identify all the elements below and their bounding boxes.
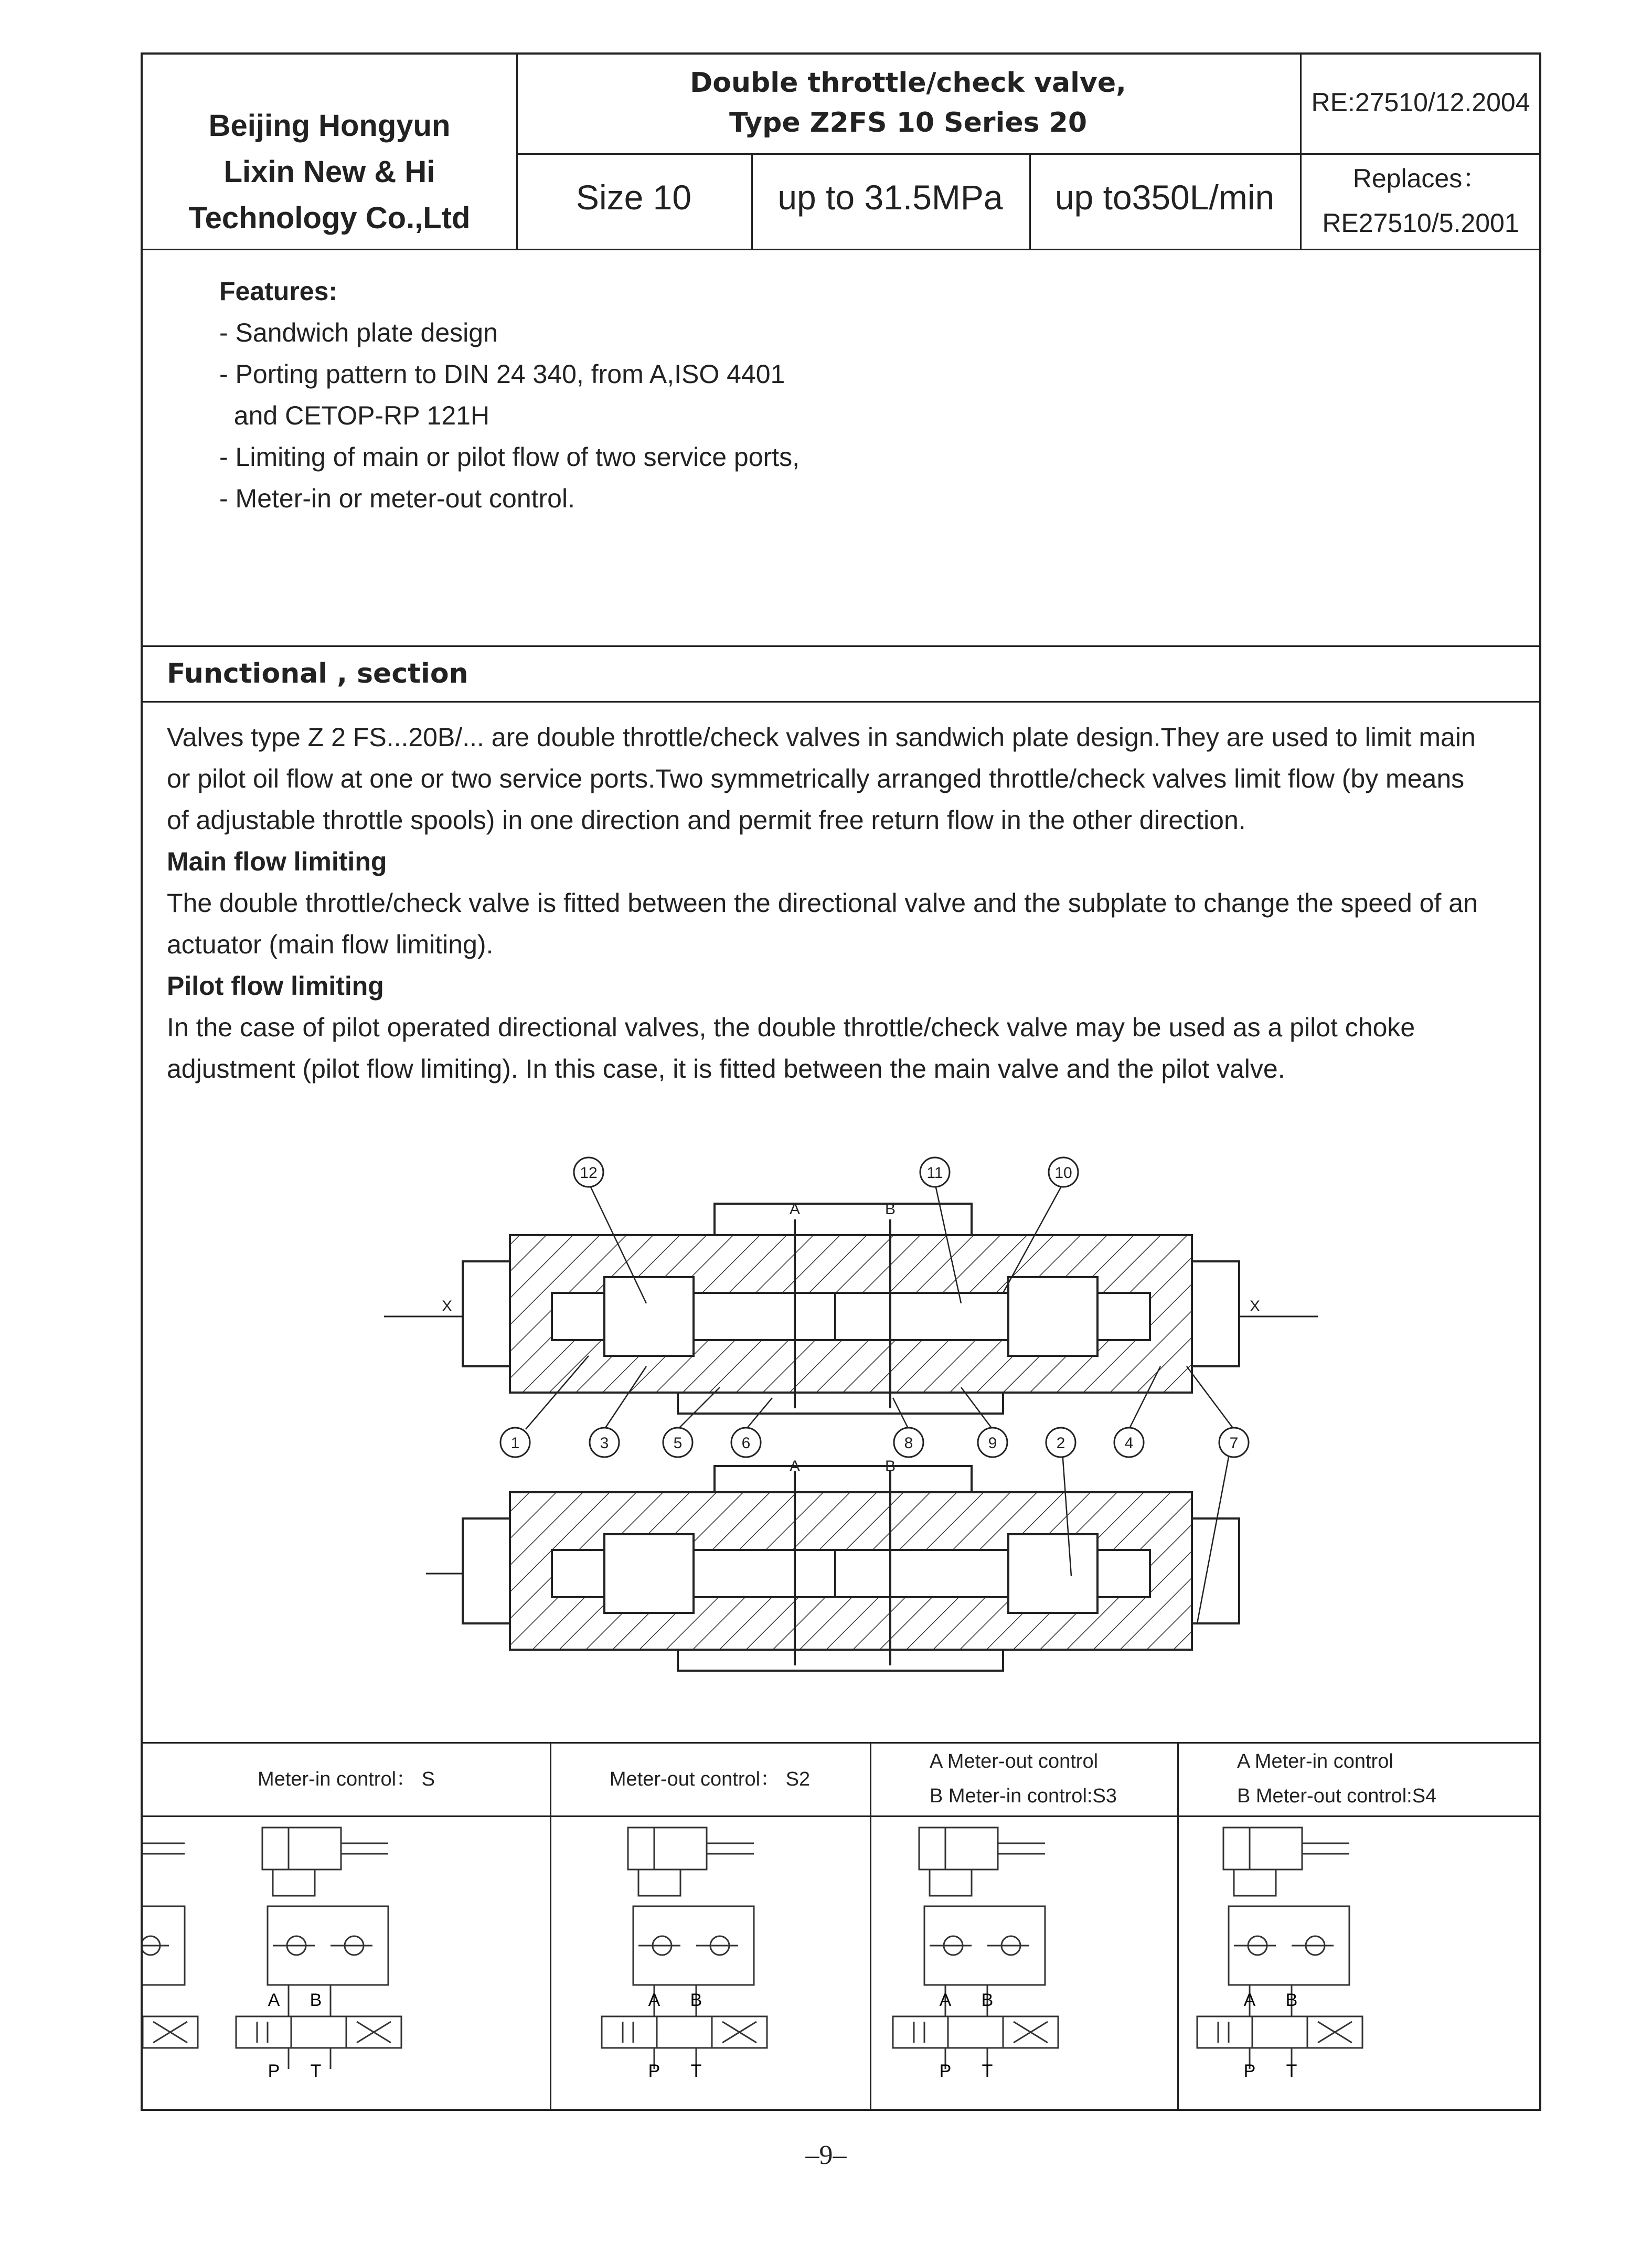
callout-label: 3 — [600, 1435, 609, 1452]
port-p-label: P — [1243, 2061, 1256, 2081]
control-mode-label: Meter-out control： S2 — [609, 1768, 811, 1790]
port-b-label: B — [310, 1990, 322, 2010]
title-line: Type Z2FS 10 Series 20 — [729, 107, 1088, 139]
pilot-flow-heading: Pilot flow limiting — [167, 971, 384, 1001]
symbol-meter-out — [602, 1828, 767, 2081]
callout-label: 11 — [926, 1164, 943, 1182]
callout-label: 2 — [1056, 1435, 1065, 1452]
callout-label: 5 — [673, 1435, 683, 1452]
port-t-label: T — [310, 2061, 322, 2081]
section-divider — [143, 249, 1539, 250]
main-flow-heading: Main flow limiting — [167, 847, 387, 876]
section-drawing — [143, 1104, 1539, 1776]
replaces-value: RE27510/5.2001 — [1322, 208, 1519, 238]
port-p-label: P — [939, 2061, 952, 2081]
header-divider — [1300, 153, 1541, 155]
pressure-spec: up to 31.5MPa — [777, 178, 1003, 217]
port-t-label: T — [982, 2061, 993, 2081]
section-axis-mark: X — [1249, 1298, 1261, 1315]
re-number: RE:27510/12.2004 — [1311, 88, 1530, 117]
company-name — [143, 103, 516, 241]
port-a-label: A — [648, 1990, 660, 2010]
feature-item: - Porting pattern to DIN 24 340, from A,ISO 4401 — [219, 359, 785, 389]
control-mode-label — [1237, 1744, 1436, 1813]
port-a-label: A — [268, 1990, 280, 2010]
port-t-label: T — [690, 2061, 702, 2081]
company-line: Technology Co.,Ltd — [188, 201, 471, 235]
section-divider — [143, 1742, 1539, 1744]
paragraph-line: adjustment (pilot flow limiting). In this case, it is fitted between the main valve and the pilot valve. — [167, 1054, 1285, 1084]
port-a-label: A — [789, 1458, 801, 1475]
port-b-label: B — [690, 1990, 702, 2010]
callout-label: 10 — [1054, 1164, 1072, 1182]
port-a-label: A — [789, 1201, 801, 1218]
port-a-label: A — [1243, 1990, 1256, 2010]
paragraph-line: In the case of pilot operated directional valves, the double throttle/check valve may be used as a pilot choke — [167, 1013, 1415, 1042]
datasheet-frame — [141, 52, 1541, 2111]
features-heading: Features: — [219, 277, 338, 306]
header-divider — [516, 153, 1302, 155]
hydraulic-symbols — [143, 1817, 1539, 2111]
feature-item: - Limiting of main or pilot flow of two service ports, — [219, 442, 800, 472]
port-b-label: B — [1285, 1990, 1298, 2010]
port-p-label: P — [648, 2061, 660, 2081]
replaces-label: Replaces： — [1352, 164, 1489, 193]
port-a-label: A — [939, 1990, 952, 2010]
paragraph-line: actuator (main flow limiting). — [167, 930, 494, 959]
upper-section-view — [384, 1204, 1318, 1414]
port-b-label: B — [884, 1458, 896, 1475]
title-line: Double throttle/check valve, — [690, 67, 1126, 99]
symbol-s3 — [893, 1828, 1058, 2081]
company-line: Beijing Hongyun — [208, 109, 451, 143]
section-divider — [143, 701, 1539, 703]
control-mode-line: A Meter-in control — [1237, 1750, 1393, 1772]
feature-item: - Sandwich plate design — [219, 318, 498, 347]
port-p-label: P — [268, 2061, 280, 2081]
control-mode-line: A Meter-out control — [930, 1750, 1099, 1772]
callout-label: 1 — [510, 1435, 520, 1452]
paragraph-line: The double throttle/check valve is fitted between the directional valve and the subplate to change the speed of an — [167, 888, 1478, 918]
callout-label: 8 — [904, 1435, 913, 1452]
control-mode-line: B Meter-out control:S4 — [1237, 1785, 1437, 1807]
functional-heading: Functional , section — [167, 658, 468, 689]
paragraph-line: of adjustable throttle spools) in one direction and permit free return flow in the other direction. — [167, 805, 1246, 835]
feature-item: and CETOP-RP 121H — [219, 401, 490, 430]
functional-text — [167, 717, 1520, 1090]
section-axis-mark: X — [441, 1298, 453, 1315]
symbol-meter-in — [236, 1828, 401, 2081]
page-number: –9– — [805, 2140, 847, 2170]
lower-section-view — [426, 1466, 1239, 1671]
callout-label: 9 — [988, 1435, 997, 1452]
control-mode-line: B Meter-in control:S3 — [930, 1785, 1117, 1807]
flow-spec: up to350L/min — [1054, 178, 1275, 217]
feature-item: - Meter-in or meter-out control. — [219, 484, 575, 513]
control-mode-label — [930, 1744, 1117, 1813]
callout-label: 7 — [1229, 1435, 1239, 1452]
symbol-s4 — [1197, 1828, 1362, 2081]
paragraph-line: or pilot oil flow at one or two service ports.Two symmetrically arranged throttle/check valves limit flow (by means — [167, 764, 1465, 793]
port-t-label: T — [1286, 2061, 1297, 2081]
section-divider — [143, 645, 1539, 647]
callout-label: 12 — [580, 1164, 598, 1182]
control-mode-label: Meter-in control： S — [258, 1768, 435, 1790]
company-line: Lixin New & Hi — [223, 155, 435, 189]
callout-label: 4 — [1124, 1435, 1134, 1452]
document-title — [516, 63, 1300, 143]
size-spec: Size 10 — [575, 178, 692, 217]
paragraph-line: Valves type Z 2 FS...20B/... are double throttle/check valves in sandwich plate design.They are used to limit main — [167, 723, 1476, 752]
port-b-label: B — [981, 1990, 994, 2010]
port-b-label: B — [884, 1201, 896, 1218]
callout-label: 6 — [741, 1435, 751, 1452]
features-block — [219, 271, 800, 519]
